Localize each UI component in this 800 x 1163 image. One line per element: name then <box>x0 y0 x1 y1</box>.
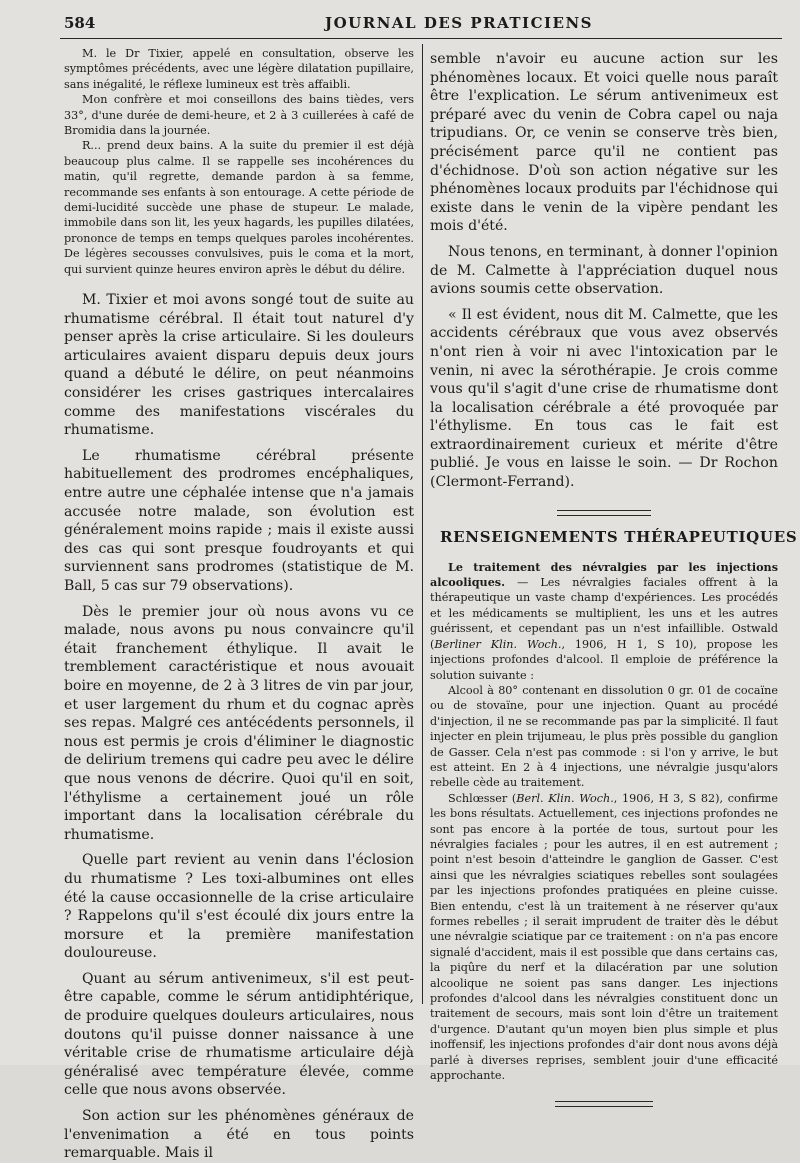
header-rule <box>60 38 782 39</box>
body-paragraph: Quant au sérum antivenimeux, s'il est peut-être capable, comme le sérum antidiphtérique, de produire quelques douleurs articulaires, nous doutons qu'il puisse donner naissance à une véritable crise de rhumatisme articulaire déjà généralisé avec température élevée, comme celle que nous avons observée. <box>64 970 414 1099</box>
body-paragraph: Son action sur les phénomènes généraux de l'envenimation a été en tous points remarquable. Mais il <box>64 1108 414 1162</box>
citation: Berl. Klin. Woch. <box>516 791 614 805</box>
body-paragraph: Le rhumatisme cérébral présente habituellement des prodromes encéphaliques, entre autre une céphalée intense que n'a jamais accusée notre malade, son évolution est généralement moins rapide ; mais il existe aussi des cas qui sont presque foudroyants et qui surviennent sans prodromes (statistique de M. Ball, 5 cas sur 79 observations). <box>64 447 414 594</box>
article-paragraph: Schlœsser (Berl. Klin. Woch., 1906, H 3, S 82), confirme les bons résultats. Actuellement, ces injections profondes ne sont pas encore à la portée de tous, surtout pour les névralgies faciales ; pour les autres, il en est autrement ; point n'est besoin d'atteindre le ganglion de Gasser. C'est ainsi que les névralgies sciatiques rebelles sont soulagées par les injections profondes pratiquées en pleine cuisse. Bien entendu, c'est là un traitement à ne réserver qu'aux formes rebelles ; il serait imprudent de traiter dès le début une névralgie sciatique par ce traitement : on n'a pas encore signalé d'accident, mais il est possible que dans certains cas, la piqûre du nerf et la dilacération par une solution alcoolique ne soient pas sans danger. Les injections profondes d'alcool dans les névralgies constituent donc un traitement de secours, mais sont loin d'être un traitement d'urgence. D'autant qu'un moyen bien plus simple et plus inoffensif, les injections profondes d'air dont nous avons déjà parlé à diverses reprises, semblent jouir d'une efficacité approchante. <box>430 791 778 1083</box>
section-separator <box>557 510 651 516</box>
page-number: 584 <box>64 14 96 32</box>
body-paragraph: semble n'avoir eu aucune action sur les phénomènes locaux. Et voici quelle nous paraît être l'explication. Le sérum antivenimeux est préparé avec du venin de Cobra capel ou naja tripudians. Or, ce venin se conserve très bien, précisément parce qu'il ne contient pas d'échidnose. D'où son action négative sur les phénomènes locaux produits par l'échidnose qui existe dans le venin de la vipère pendant les mois d'été. <box>430 51 778 235</box>
case-paragraph: Mon confrère et moi conseillons des bains tièdes, vers 33°, d'une durée de demi-heure, et 2 à 3 cuillerées à café de Bromidia dans la journée. <box>64 93 414 138</box>
citation: Berliner Klin. Woch. <box>434 637 562 651</box>
journal-title: JOURNAL DES PRATICIENS <box>325 14 593 32</box>
body-paragraph: Quelle part revient au venin dans l'éclosion du rhumatisme ? Les toxi-albumines ont elles été la cause occasionnelle de la crise articulaire ? Rappelons qu'il s'est écoulé dix jours entre la morsure et la première manifestation douloureuse. <box>64 852 414 962</box>
article-paragraph: Alcool à 80° contenant en dissolution 0 gr. 01 de cocaïne ou de stovaïne, pour une injection. Quant au procédé d'injection, il ne se recommande pas par la simplicité. Il faut injecter en plein trijumeau, le plus près possible du ganglion de Gasser. Cela n'est pas commode : si l'on y arrive, le but est atteint. En 2 à 4 injections, une névralgie jusqu'alors rebelle cède au traitement. <box>430 683 778 790</box>
article-title: Le traitement des névralgies par les injections alcooliques. <box>430 559 778 590</box>
body-paragraph: Nous tenons, en terminant, à donner l'opinion de M. Calmette à l'appréciation duquel nous avions soumis cette observation. <box>430 243 778 298</box>
article-intro: Le traitement des névralgies par les injections alcooliques. — Les névralgies faciales offrent à la thérapeutique un vaste champ d'expériences. Les procédés et les médicaments se multiplient, les uns et les autres guérissent, et cependant pas un n'est infaillible. Ostwald (Berliner Klin. Woch., 1906, H 1, S 10), propose les injections profondes d'alcool. Il emploie de préférence la solution suivante : <box>430 559 778 682</box>
body-paragraph: Dès le premier jour où nous avons vu ce malade, nous avons pu nous convaincre qu'il était franchement éthylique. Il avait le tremblement caractéristique et nous avouait boire en moyenne, de 2 à 3 litres de vin par jour, et user largement du rhum et du cognac après ses repas. Malgré ces antécédents personnels, il nous est permis je crois d'éliminer le diagnostic de delirium tremens qui cadre peu avec le délire que nous venons de décrire. Quoi qu'il en soit, l'éthylisme a certainement joué un rôle important dans la localisation cérébrale du rhumatisme. <box>64 603 414 843</box>
body-paragraph: M. Tixier et moi avons songé tout de suite au rhumatisme cérébral. Il était tout naturel d'y penser après la crise articulaire. Si les douleurs articulaires avaient disparu depuis deux jours quand a débuté le délire, on peut néanmoins considérer les crises gastriques intercalaires comme des manifestations viscérales du rhumatisme. <box>64 292 414 439</box>
case-paragraph: R... prend deux bains. A la suite du premier il est déjà beaucoup plus calme. Il se rappelle ses incohérences du matin, qu'il regrette, demande pardon à sa femme, recommande ses enfants à son entourage. A cette période de demi-lucidité succède une phase de stupeur. Le malade, immobile dans son lit, les yeux hagards, les pupilles dilatées, prononce de temps en temps quelques paroles incohérentes. De légères secousses convulsives, puis le coma et la mort, qui survient quinze heures environ après le début du délire. <box>64 139 414 276</box>
right-column <box>430 50 798 1107</box>
end-separator <box>555 1101 653 1107</box>
case-paragraph: M. le Dr Tixier, appelé en consultation, observe les symptômes précédents, avec une légère dilatation pupillaire, sans inégalité, le réflexe lumineux est très affaibli. <box>64 47 414 91</box>
column-divider <box>422 44 423 1004</box>
calmette-quote: « Il est évident, nous dit M. Calmette, que les accidents cérébraux que vous avez observés n'ont rien à voir ni avec l'intoxication par le venin, ni avec la sérothérapie. Je crois comme vous qu'il s'agit d'une crise de rhumatisme dont la localisation cérébrale a été provoquée par l'éthylisme. En tous cas le fait est extraordinairement curieux et mérite d'être publié. Je vous en laisse le soin. — Dr Rochon (Clermont-Ferrand). <box>430 306 778 491</box>
section-heading: RENSEIGNEMENTS THÉRAPEUTIQUES <box>440 527 798 546</box>
left-column <box>64 46 414 1163</box>
